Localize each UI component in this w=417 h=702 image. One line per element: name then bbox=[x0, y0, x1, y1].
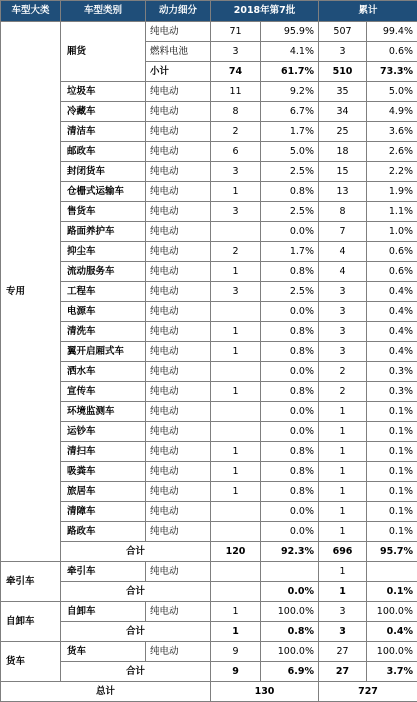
power-cell: 纯电动 bbox=[146, 402, 211, 422]
count-cell: 11 bbox=[211, 82, 261, 102]
cum-cell: 1 bbox=[319, 482, 367, 502]
category-cell: 路政车 bbox=[61, 522, 146, 542]
category-cell: 冷藏车 bbox=[61, 102, 146, 122]
cum-pct-cell: 0.6% bbox=[367, 262, 417, 282]
count-cell: 9 bbox=[211, 662, 261, 682]
major-type-cell: 自卸车 bbox=[1, 602, 61, 642]
cum-cell: 27 bbox=[319, 642, 367, 662]
cum-cell: 25 bbox=[319, 122, 367, 142]
power-cell: 纯电动 bbox=[146, 122, 211, 142]
count-cell: 1 bbox=[211, 262, 261, 282]
pct-cell: 0.0% bbox=[261, 302, 319, 322]
power-cell: 纯电动 bbox=[146, 442, 211, 462]
power-cell: 纯电动 bbox=[146, 242, 211, 262]
category-cell: 环境监测车 bbox=[61, 402, 146, 422]
category-cell: 清扫车 bbox=[61, 442, 146, 462]
category-cell: 工程车 bbox=[61, 282, 146, 302]
total-row bbox=[1, 622, 417, 642]
category-cell: 流动服务车 bbox=[61, 262, 146, 282]
pct-cell: 0.0% bbox=[261, 402, 319, 422]
category-cell: 封闭货车 bbox=[61, 162, 146, 182]
power-cell: 纯电动 bbox=[146, 182, 211, 202]
pct-cell: 1.7% bbox=[261, 122, 319, 142]
cum-pct-cell: 0.1% bbox=[367, 402, 417, 422]
count-cell: 1 bbox=[211, 602, 261, 622]
cum-pct-cell: 0.6% bbox=[367, 42, 417, 62]
category-cell: 垃圾车 bbox=[61, 82, 146, 102]
table-row bbox=[1, 322, 417, 342]
cum-cell: 27 bbox=[319, 662, 367, 682]
pct-cell: 0.8% bbox=[261, 262, 319, 282]
cum-pct-cell: 4.9% bbox=[367, 102, 417, 122]
grand-total-row bbox=[1, 682, 417, 702]
pct-cell bbox=[261, 562, 319, 582]
table-row bbox=[1, 262, 417, 282]
power-cell: 纯电动 bbox=[146, 162, 211, 182]
pct-cell: 9.2% bbox=[261, 82, 319, 102]
pct-cell: 0.8% bbox=[261, 322, 319, 342]
cum-cell: 1 bbox=[319, 422, 367, 442]
header-cumulative: 累计 bbox=[319, 1, 417, 22]
table-row bbox=[1, 22, 417, 42]
cum-cell: 8 bbox=[319, 202, 367, 222]
pct-cell: 5.0% bbox=[261, 142, 319, 162]
table-row bbox=[1, 502, 417, 522]
category-cell: 宣传车 bbox=[61, 382, 146, 402]
count-cell bbox=[211, 362, 261, 382]
header-power: 动力细分 bbox=[146, 1, 211, 22]
major-type-cell: 牵引车 bbox=[1, 562, 61, 602]
table-row bbox=[1, 222, 417, 242]
total-row bbox=[1, 542, 417, 562]
power-cell: 纯电动 bbox=[146, 202, 211, 222]
category-cell: 旅居车 bbox=[61, 482, 146, 502]
pct-cell: 6.9% bbox=[261, 662, 319, 682]
power-cell: 纯电动 bbox=[146, 382, 211, 402]
cum-pct-cell: 1.9% bbox=[367, 182, 417, 202]
table-row bbox=[1, 242, 417, 262]
count-cell: 3 bbox=[211, 162, 261, 182]
cum-pct-cell: 0.1% bbox=[367, 462, 417, 482]
cum-pct-cell: 100.0% bbox=[367, 642, 417, 662]
cum-cell: 7 bbox=[319, 222, 367, 242]
pct-cell: 0.8% bbox=[261, 442, 319, 462]
cum-cell: 1 bbox=[319, 462, 367, 482]
cum-cell: 507 bbox=[319, 22, 367, 42]
cum-cell: 510 bbox=[319, 62, 367, 82]
cum-cell: 2 bbox=[319, 382, 367, 402]
table-row bbox=[1, 642, 417, 662]
category-cell: 售货车 bbox=[61, 202, 146, 222]
pct-cell: 0.0% bbox=[261, 422, 319, 442]
table-row bbox=[1, 302, 417, 322]
pct-cell: 92.3% bbox=[261, 542, 319, 562]
power-cell: 纯电动 bbox=[146, 462, 211, 482]
category-cell: 货车 bbox=[61, 642, 146, 662]
major-type-cell: 专用 bbox=[1, 22, 61, 562]
grand-total-cum: 727 bbox=[319, 682, 417, 702]
cum-pct-cell: 99.4% bbox=[367, 22, 417, 42]
cum-pct-cell: 2.2% bbox=[367, 162, 417, 182]
total-label: 合计 bbox=[61, 622, 211, 642]
category-cell: 清洗车 bbox=[61, 322, 146, 342]
cum-cell: 13 bbox=[319, 182, 367, 202]
header-major-type: 车型大类 bbox=[1, 1, 61, 22]
pct-cell: 0.0% bbox=[261, 502, 319, 522]
header-row bbox=[1, 1, 417, 22]
power-cell: 纯电动 bbox=[146, 102, 211, 122]
table-row bbox=[1, 182, 417, 202]
total-label: 合计 bbox=[61, 582, 211, 602]
power-cell: 纯电动 bbox=[146, 562, 211, 582]
pct-cell: 0.8% bbox=[261, 342, 319, 362]
total-row bbox=[1, 582, 417, 602]
category-cell: 邮政车 bbox=[61, 142, 146, 162]
cum-pct-cell: 0.1% bbox=[367, 442, 417, 462]
category-cell: 洒水车 bbox=[61, 362, 146, 382]
count-cell: 1 bbox=[211, 622, 261, 642]
cum-pct-cell: 0.1% bbox=[367, 522, 417, 542]
pct-cell: 95.9% bbox=[261, 22, 319, 42]
count-cell: 9 bbox=[211, 642, 261, 662]
count-cell bbox=[211, 402, 261, 422]
pct-cell: 1.7% bbox=[261, 242, 319, 262]
cum-pct-cell: 0.4% bbox=[367, 322, 417, 342]
pct-cell: 100.0% bbox=[261, 602, 319, 622]
count-cell: 1 bbox=[211, 182, 261, 202]
table-row bbox=[1, 482, 417, 502]
cum-pct-cell: 0.1% bbox=[367, 582, 417, 602]
total-label: 合计 bbox=[61, 542, 211, 562]
count-cell bbox=[211, 302, 261, 322]
table-row bbox=[1, 282, 417, 302]
power-cell: 纯电动 bbox=[146, 322, 211, 342]
count-cell bbox=[211, 222, 261, 242]
cum-pct-cell: 0.4% bbox=[367, 282, 417, 302]
category-cell: 清洁车 bbox=[61, 122, 146, 142]
table-row bbox=[1, 122, 417, 142]
count-cell: 2 bbox=[211, 242, 261, 262]
cum-pct-cell: 2.6% bbox=[367, 142, 417, 162]
power-cell: 纯电动 bbox=[146, 142, 211, 162]
count-cell: 1 bbox=[211, 342, 261, 362]
count-cell: 6 bbox=[211, 142, 261, 162]
power-cell: 纯电动 bbox=[146, 482, 211, 502]
pct-cell: 0.8% bbox=[261, 382, 319, 402]
category-cell: 抑尘车 bbox=[61, 242, 146, 262]
cum-cell: 1 bbox=[319, 402, 367, 422]
pct-cell: 4.1% bbox=[261, 42, 319, 62]
power-cell: 纯电动 bbox=[146, 362, 211, 382]
count-cell: 8 bbox=[211, 102, 261, 122]
cum-cell: 1 bbox=[319, 502, 367, 522]
cum-pct-cell: 0.3% bbox=[367, 382, 417, 402]
header-category: 车型类别 bbox=[61, 1, 146, 22]
cum-cell: 18 bbox=[319, 142, 367, 162]
power-cell: 纯电动 bbox=[146, 602, 211, 622]
pct-cell: 0.0% bbox=[261, 362, 319, 382]
pct-cell: 6.7% bbox=[261, 102, 319, 122]
cum-cell: 1 bbox=[319, 442, 367, 462]
cum-cell: 34 bbox=[319, 102, 367, 122]
count-cell: 74 bbox=[211, 62, 261, 82]
power-cell: 纯电动 bbox=[146, 422, 211, 442]
table-row bbox=[1, 342, 417, 362]
cum-pct-cell bbox=[367, 562, 417, 582]
total-label: 合计 bbox=[61, 662, 211, 682]
power-cell: 纯电动 bbox=[146, 282, 211, 302]
power-cell: 燃料电池 bbox=[146, 42, 211, 62]
cum-cell: 4 bbox=[319, 262, 367, 282]
power-cell: 纯电动 bbox=[146, 522, 211, 542]
cum-pct-cell: 0.4% bbox=[367, 342, 417, 362]
category-cell: 翼开启厢式车 bbox=[61, 342, 146, 362]
count-cell: 3 bbox=[211, 282, 261, 302]
major-type-cell: 货车 bbox=[1, 642, 61, 682]
count-cell: 1 bbox=[211, 482, 261, 502]
table-row bbox=[1, 522, 417, 542]
pct-cell: 0.0% bbox=[261, 522, 319, 542]
cum-cell: 1 bbox=[319, 582, 367, 602]
cum-pct-cell: 3.6% bbox=[367, 122, 417, 142]
count-cell bbox=[211, 422, 261, 442]
category-cell: 路面养护车 bbox=[61, 222, 146, 242]
pct-cell: 2.5% bbox=[261, 202, 319, 222]
grand-total-label: 总计 bbox=[1, 682, 211, 702]
cum-pct-cell: 0.1% bbox=[367, 422, 417, 442]
cum-cell: 4 bbox=[319, 242, 367, 262]
pct-cell: 2.5% bbox=[261, 162, 319, 182]
table-row bbox=[1, 422, 417, 442]
power-cell: 纯电动 bbox=[146, 82, 211, 102]
category-cell: 运钞车 bbox=[61, 422, 146, 442]
cum-pct-cell: 5.0% bbox=[367, 82, 417, 102]
category-cell: 厢货 bbox=[61, 22, 146, 82]
cum-pct-cell: 0.4% bbox=[367, 622, 417, 642]
header-batch: 2018年第7批 bbox=[211, 1, 319, 22]
grand-total-count: 130 bbox=[211, 682, 319, 702]
cum-cell: 696 bbox=[319, 542, 367, 562]
table-row bbox=[1, 462, 417, 482]
cum-cell: 3 bbox=[319, 42, 367, 62]
table-row bbox=[1, 82, 417, 102]
cum-cell: 15 bbox=[319, 162, 367, 182]
count-cell: 120 bbox=[211, 542, 261, 562]
table-row bbox=[1, 102, 417, 122]
category-cell: 自卸车 bbox=[61, 602, 146, 622]
cum-cell: 35 bbox=[319, 82, 367, 102]
cum-pct-cell: 3.7% bbox=[367, 662, 417, 682]
count-cell: 1 bbox=[211, 442, 261, 462]
table-row bbox=[1, 402, 417, 422]
table-row bbox=[1, 142, 417, 162]
cum-cell: 3 bbox=[319, 282, 367, 302]
cum-pct-cell: 0.6% bbox=[367, 242, 417, 262]
pct-cell: 0.8% bbox=[261, 182, 319, 202]
cum-pct-cell: 0.1% bbox=[367, 482, 417, 502]
count-cell: 1 bbox=[211, 382, 261, 402]
count-cell bbox=[211, 582, 261, 602]
cum-pct-cell: 0.4% bbox=[367, 302, 417, 322]
category-cell: 吸粪车 bbox=[61, 462, 146, 482]
table-row bbox=[1, 382, 417, 402]
cum-cell: 3 bbox=[319, 342, 367, 362]
cum-pct-cell: 100.0% bbox=[367, 602, 417, 622]
power-cell: 纯电动 bbox=[146, 22, 211, 42]
power-cell: 纯电动 bbox=[146, 222, 211, 242]
pct-cell: 100.0% bbox=[261, 642, 319, 662]
power-cell: 纯电动 bbox=[146, 302, 211, 322]
table-row bbox=[1, 562, 417, 582]
cum-pct-cell: 1.1% bbox=[367, 202, 417, 222]
pct-cell: 2.5% bbox=[261, 282, 319, 302]
subtotal-label: 小计 bbox=[146, 62, 211, 82]
cum-cell: 2 bbox=[319, 362, 367, 382]
power-cell: 纯电动 bbox=[146, 502, 211, 522]
cum-pct-cell: 95.7% bbox=[367, 542, 417, 562]
power-cell: 纯电动 bbox=[146, 342, 211, 362]
pct-cell: 0.8% bbox=[261, 622, 319, 642]
count-cell: 3 bbox=[211, 42, 261, 62]
pct-cell: 0.8% bbox=[261, 482, 319, 502]
cum-pct-cell: 0.1% bbox=[367, 502, 417, 522]
cum-cell: 3 bbox=[319, 602, 367, 622]
pct-cell: 0.8% bbox=[261, 462, 319, 482]
table-row bbox=[1, 362, 417, 382]
count-cell: 1 bbox=[211, 462, 261, 482]
count-cell bbox=[211, 502, 261, 522]
count-cell: 71 bbox=[211, 22, 261, 42]
category-cell: 仓栅式运输车 bbox=[61, 182, 146, 202]
count-cell: 1 bbox=[211, 322, 261, 342]
count-cell: 3 bbox=[211, 202, 261, 222]
pct-cell: 0.0% bbox=[261, 582, 319, 602]
category-cell: 清障车 bbox=[61, 502, 146, 522]
cum-pct-cell: 73.3% bbox=[367, 62, 417, 82]
cum-pct-cell: 1.0% bbox=[367, 222, 417, 242]
table-row bbox=[1, 602, 417, 622]
count-cell bbox=[211, 562, 261, 582]
total-row bbox=[1, 662, 417, 682]
cum-cell: 3 bbox=[319, 322, 367, 342]
table-row bbox=[1, 442, 417, 462]
cum-cell: 1 bbox=[319, 562, 367, 582]
count-cell: 2 bbox=[211, 122, 261, 142]
power-cell: 纯电动 bbox=[146, 642, 211, 662]
pct-cell: 61.7% bbox=[261, 62, 319, 82]
pct-cell: 0.0% bbox=[261, 222, 319, 242]
table-row bbox=[1, 162, 417, 182]
cum-pct-cell: 0.3% bbox=[367, 362, 417, 382]
cum-cell: 3 bbox=[319, 302, 367, 322]
cum-cell: 3 bbox=[319, 622, 367, 642]
count-cell bbox=[211, 522, 261, 542]
power-cell: 纯电动 bbox=[146, 262, 211, 282]
cum-cell: 1 bbox=[319, 522, 367, 542]
category-cell: 牵引车 bbox=[61, 562, 146, 582]
category-cell: 电源车 bbox=[61, 302, 146, 322]
table-row bbox=[1, 202, 417, 222]
